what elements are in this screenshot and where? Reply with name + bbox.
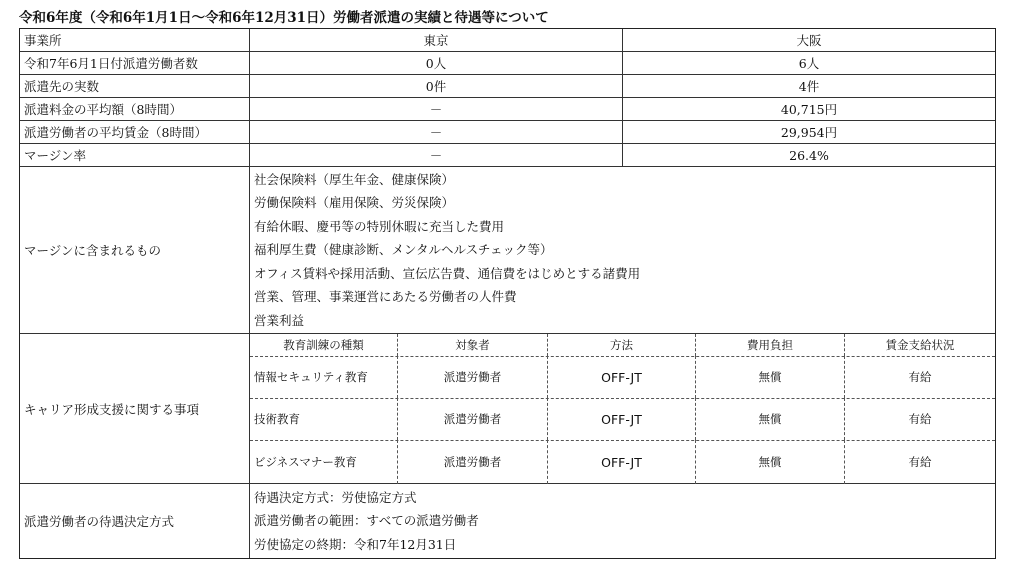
stat-label: マージン率: [20, 144, 250, 166]
treatment-item: 待遇決定方式：労使協定方式: [254, 489, 417, 505]
stat-label: 令和7年6月1日付派遣労働者数: [20, 52, 250, 74]
margin-item: 有給休暇、慶弔等の特別休暇に充当した費用: [254, 218, 505, 234]
training-cost: 無償: [696, 440, 845, 484]
stat-label: 派遣先の実数: [20, 75, 250, 97]
margin-row: [20, 167, 995, 334]
training-header-type: 教育訓練の種類: [250, 334, 398, 356]
stat-row-client-count: [20, 75, 995, 98]
training-wage: 有給: [908, 412, 932, 426]
training-method: OFF-JT: [548, 440, 696, 484]
treatment-items-list: [250, 484, 995, 558]
stat-osaka-value: 6人: [798, 56, 820, 71]
stat-osaka-value: 40,715円: [780, 102, 838, 117]
training-row: [250, 398, 995, 441]
training-header-method: 方法: [548, 334, 696, 356]
training-header-wage: 賃金支給状況: [885, 338, 955, 352]
training-type: ビジネスマナー教育: [250, 440, 398, 484]
header-label: 事業所: [20, 29, 250, 51]
career-label: キャリア形成支援に関する事項: [20, 334, 250, 483]
stat-tokyo-value: 0件: [250, 75, 623, 97]
stat-osaka-value: 4件: [798, 79, 820, 94]
training-header-row: [250, 334, 995, 357]
margin-label: マージンに含まれるもの: [20, 167, 250, 333]
margin-items-list: [250, 167, 995, 333]
training-target: 派遣労働者: [398, 440, 548, 484]
treatment-row: [20, 484, 995, 558]
stat-tokyo-value: －: [250, 144, 623, 166]
training-wage: 有給: [908, 370, 932, 384]
training-row: [250, 356, 995, 399]
stat-tokyo-value: －: [250, 98, 623, 120]
career-row: [20, 334, 995, 484]
training-header-cost: 費用負担: [696, 334, 845, 356]
stat-row-margin-rate: [20, 144, 995, 167]
dispatch-report-table: [19, 28, 996, 559]
margin-item: 労働保険料（雇用保険、労災保険）: [254, 195, 455, 211]
stat-tokyo-value: 0人: [250, 52, 623, 74]
training-method: OFF-JT: [548, 356, 696, 398]
margin-item: 社会保険料（厚生年金、健康保険）: [254, 172, 455, 188]
training-table: [250, 334, 995, 483]
stat-tokyo-value: －: [250, 121, 623, 143]
training-type: 技術教育: [250, 398, 398, 440]
training-type: 情報セキュリティ教育: [250, 356, 398, 398]
treatment-label: 派遣労働者の待遇決定方式: [20, 484, 250, 558]
stat-osaka-value: 29,954円: [780, 125, 838, 140]
stat-label: 派遣労働者の平均賃金（8時間）: [20, 121, 250, 143]
stat-row-average-wage: [20, 121, 995, 144]
treatment-item: 労使協定の終期：令和7年12月31日: [254, 536, 457, 552]
stat-row-worker-count: [20, 52, 995, 75]
stat-osaka-value: 26.4%: [789, 147, 829, 163]
stat-row-average-fee: [20, 98, 995, 121]
training-row: [250, 440, 995, 484]
margin-item: 福利厚生費（健康診断、メンタルヘルスチェック等）: [254, 242, 553, 258]
training-header-target: 対象者: [398, 334, 548, 356]
training-target: 派遣労働者: [398, 356, 548, 398]
treatment-item: 派遣労働者の範囲：すべての派遣労働者: [254, 513, 479, 529]
margin-item: 営業、管理、事業運営にあたる労働者の人件費: [254, 289, 517, 305]
header-osaka: 大阪: [796, 33, 822, 48]
training-cost: 無償: [696, 356, 845, 398]
header-row: [20, 29, 995, 52]
header-tokyo: 東京: [250, 29, 623, 51]
page-title: 令和6年度（令和6年1月1日～令和6年12月31日）労働者派遣の実績と待遇等について: [19, 10, 549, 26]
stat-label: 派遣料金の平均額（8時間）: [20, 98, 250, 120]
margin-item: 営業利益: [254, 312, 305, 328]
training-target: 派遣労働者: [398, 398, 548, 440]
training-cost: 無償: [696, 398, 845, 440]
training-wage: 有給: [908, 455, 932, 469]
training-method: OFF-JT: [548, 398, 696, 440]
margin-item: オフィス賃料や採用活動、宣伝広告費、通信費をはじめとする諸費用: [254, 265, 641, 281]
